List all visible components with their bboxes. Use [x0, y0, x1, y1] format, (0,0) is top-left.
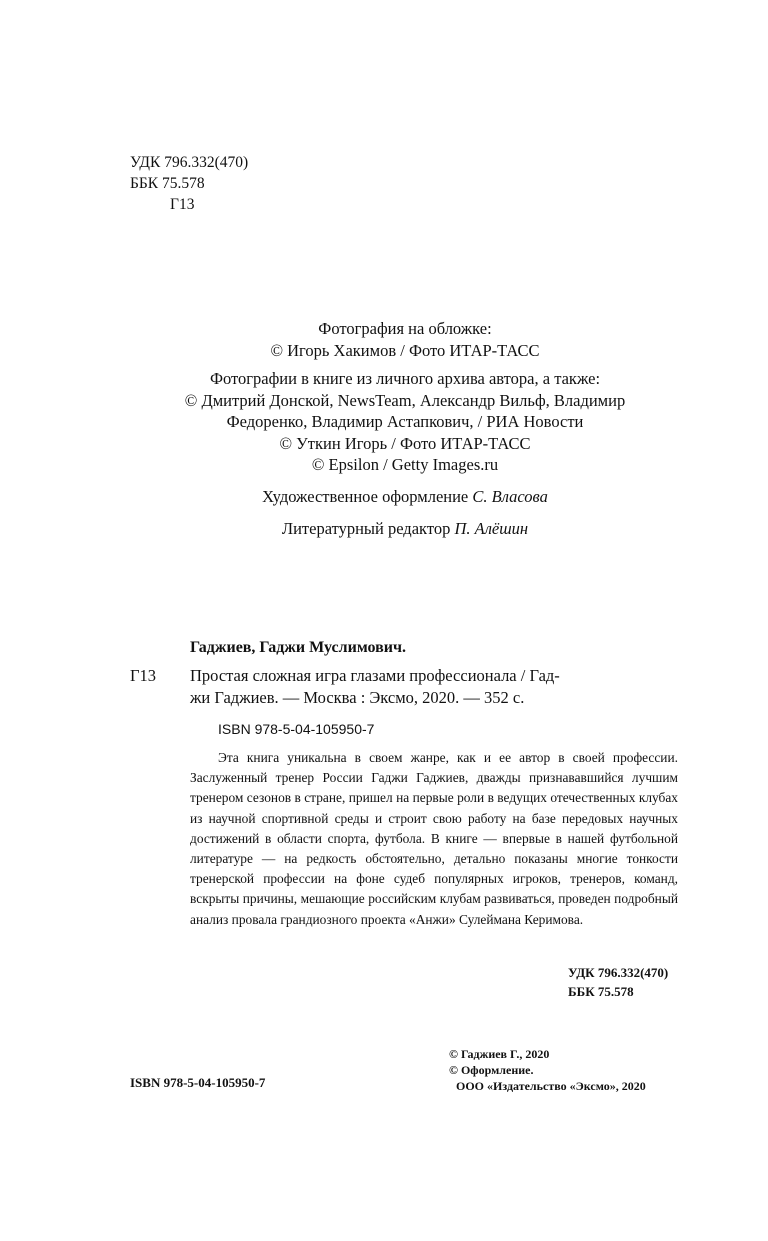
annotation: Эта книга уникальна в своем жанре, как и ее автор в своей профессии. Заслуженный тренер России Гаджи Гаджиев, дважды признававшийся лучшим тренером сезонов в стране, пришел на первые роли в ведущих отечественных клубах из научной спортивной среды и строит свою работу на базе передовых научных достижений в области спорта, футбола. В книге — впервые в нашей футбольной литературе — на редкость обстоятельно, детально показаны многие тонкости тренерской профессии на фоне судеб популярных игроков, тренеров, команд, вскрыты причины, мешающие российским клубам развиваться, проведен подробный анализ провала грандиозного проекта «Анжи» Сулеймана Керимова. — [190, 750, 678, 927]
book-photo-line: © Уткин Игорь / Фото ИТАР-ТАСС — [279, 433, 531, 453]
copyright-author: © Гаджиев Г., 2020 — [449, 1047, 550, 1061]
record-isbn: ISBN 978-5-04-105950-7 — [218, 721, 375, 737]
cover-photo-label: Фотография на обложке: — [318, 319, 492, 338]
book-photo-credits — [0, 368, 768, 476]
editor-credit — [0, 518, 768, 540]
author-code: Г13 — [170, 196, 195, 213]
book-photo-line: © Дмитрий Донской, NewsTeam, Александр Вильф, Владимир — [184, 390, 626, 410]
title-line: жи Гаджиев. — Москва : Эксмо, 2020. — 352 с. — [190, 687, 525, 707]
book-photo-line: Федоренко, Владимир Астапкович, / РИА Новости — [226, 412, 584, 431]
record-code: Г13 — [130, 666, 157, 685]
copyright-publisher: ООО «Издательство «Эксмо», 2020 — [456, 1079, 646, 1093]
book-title-record — [190, 665, 680, 708]
udk-code: УДК 796.332(470) — [130, 154, 249, 171]
author-heading: Гаджиев, Гаджи Муслимович. — [190, 639, 406, 656]
book-photo-line: © Epsilon / Getty Images.ru — [311, 455, 499, 474]
title-line: Простая сложная игра глазами профессионала / Гад- — [190, 666, 560, 685]
cover-photo-credit: © Игорь Хакимов / Фото ИТАР-ТАСС — [270, 340, 540, 360]
copyright-block — [449, 1046, 646, 1094]
design-label: Художественное оформление — [262, 487, 469, 506]
record-classification — [568, 963, 668, 1001]
book-photo-line: Фотографии в книге из личного архива автора, а также: — [209, 369, 601, 388]
cover-photo-credits — [0, 318, 768, 361]
editor-label: Литературный редактор — [281, 519, 451, 538]
record-udk: УДК 796.332(470) — [568, 965, 669, 980]
classification-block — [130, 152, 248, 215]
design-credit — [0, 486, 768, 508]
copyright-design: © Оформление. — [449, 1063, 534, 1077]
design-name: С. Власова — [472, 487, 548, 506]
footer-isbn: ISBN 978-5-04-105950-7 — [130, 1075, 266, 1090]
editor-name: П. Алёшин — [454, 519, 529, 538]
bbk-code: ББК 75.578 — [130, 175, 205, 192]
record-bbk: ББК 75.578 — [568, 984, 634, 999]
